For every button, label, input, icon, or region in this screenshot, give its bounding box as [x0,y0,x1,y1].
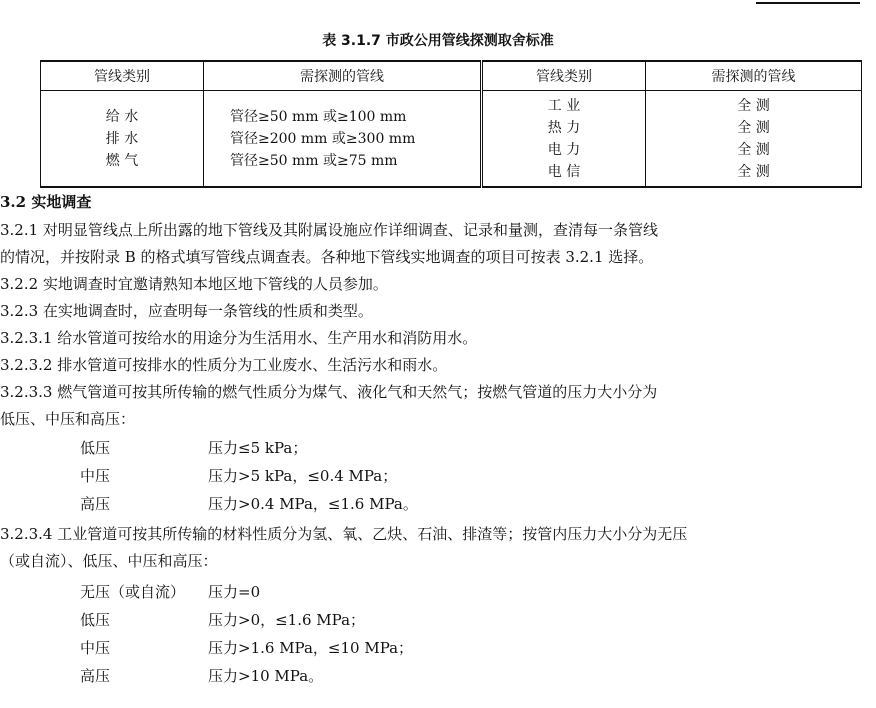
section-heading: 3.2 实地调查 [0,193,92,211]
header-category-right: 管线类别 [482,61,646,91]
pressure-range: 压力≤5 kPa； [208,439,308,457]
paragraph-line: 的情况，并按附录 B 的格式填写管线点调查表。各种地下管线实地调查的项目可按表 3.2.1 选择。 [0,248,654,266]
left-requirement: 管径≥50 mm 或≥100 mm [230,108,407,125]
pressure-class: 无压（或自流） [80,583,186,601]
header-requirement-left: 需探测的管线 [204,61,482,91]
left-category: 排 水 [105,130,139,147]
right-category: 工 业 [547,97,581,114]
paragraph-line: 3.2.3.1 给水管道可按给水的用途分为生活用水、生产用水和消防用水。 [0,329,478,347]
pressure-class: 低压 [80,611,111,629]
left-requirement: 管径≥50 mm 或≥75 mm [230,152,398,169]
paragraph-line: 低压、中压和高压： [0,410,136,428]
pressure-class: 高压 [80,667,111,685]
paragraph-line: 3.2.3.2 排水管道可按排水的性质分为工业废水、生活污水和雨水。 [0,356,448,374]
pressure-class: 高压 [80,495,111,513]
pressure-range: 压力>1.6 MPa，≤10 MPa； [208,639,414,657]
right-requirement-cell [646,91,862,188]
pressure-class: 中压 [80,467,111,485]
pressure-range: 压力>0.4 MPa，≤1.6 MPa。 [208,495,418,513]
left-category: 燃 气 [105,152,139,169]
header-requirement-right: 需探测的管线 [646,61,862,91]
left-requirement: 管径≥200 mm 或≥300 mm [230,130,416,147]
paragraph-line: （或自流）、低压、中压和高压： [0,552,218,570]
right-requirement: 全 测 [737,97,770,114]
pressure-range: 压力>5 kPa，≤0.4 MPa； [208,467,398,485]
pressure-range: 压力>10 MPa。 [208,667,324,685]
table-body-row [41,91,862,188]
paragraph-line: 3.2.1 对明显管线点上所出露的地下管线及其附属设施应作详细调查、记录和量测，查清每一条管线 [0,221,658,239]
left-category: 给 水 [105,108,139,125]
paragraph-line: 3.2.3 在实地调查时，应查明每一条管线的性质和类型。 [0,302,373,320]
left-category-cell [41,91,204,188]
table-header-row [41,61,862,91]
right-category: 电 力 [547,141,581,158]
right-requirement: 全 测 [737,163,770,180]
pressure-range: 压力>0，≤1.6 MPa； [208,611,366,629]
header-category-left: 管线类别 [41,61,204,91]
right-category-cell [482,91,646,188]
paragraph-line: 3.2.3.4 工业管道可按其所传输的材料性质分为氢、氧、乙炔、石油、排渣等；按管内压力大小分为无压 [0,525,688,543]
pressure-class: 低压 [80,439,111,457]
pressure-range: 压力=0 [208,583,261,601]
left-requirement-cell [204,91,482,188]
pressure-class: 中压 [80,639,111,657]
right-requirement: 全 测 [737,141,770,158]
pipeline-standard-table [40,60,862,188]
top-rule [756,2,860,4]
right-category: 热 力 [547,119,581,136]
paragraph-line: 3.2.2 实地调查时宜邀请熟知本地区地下管线的人员参加。 [0,275,388,293]
right-requirement: 全 测 [737,119,770,136]
right-category: 电 信 [547,163,581,180]
paragraph-line: 3.2.3.3 燃气管道可按其所传输的燃气性质分为煤气、液化气和天然气；按燃气管道的压力大小分为 [0,383,658,401]
table-caption: 表 3.1.7 市政公用管线探测取舍标准 [322,33,554,49]
